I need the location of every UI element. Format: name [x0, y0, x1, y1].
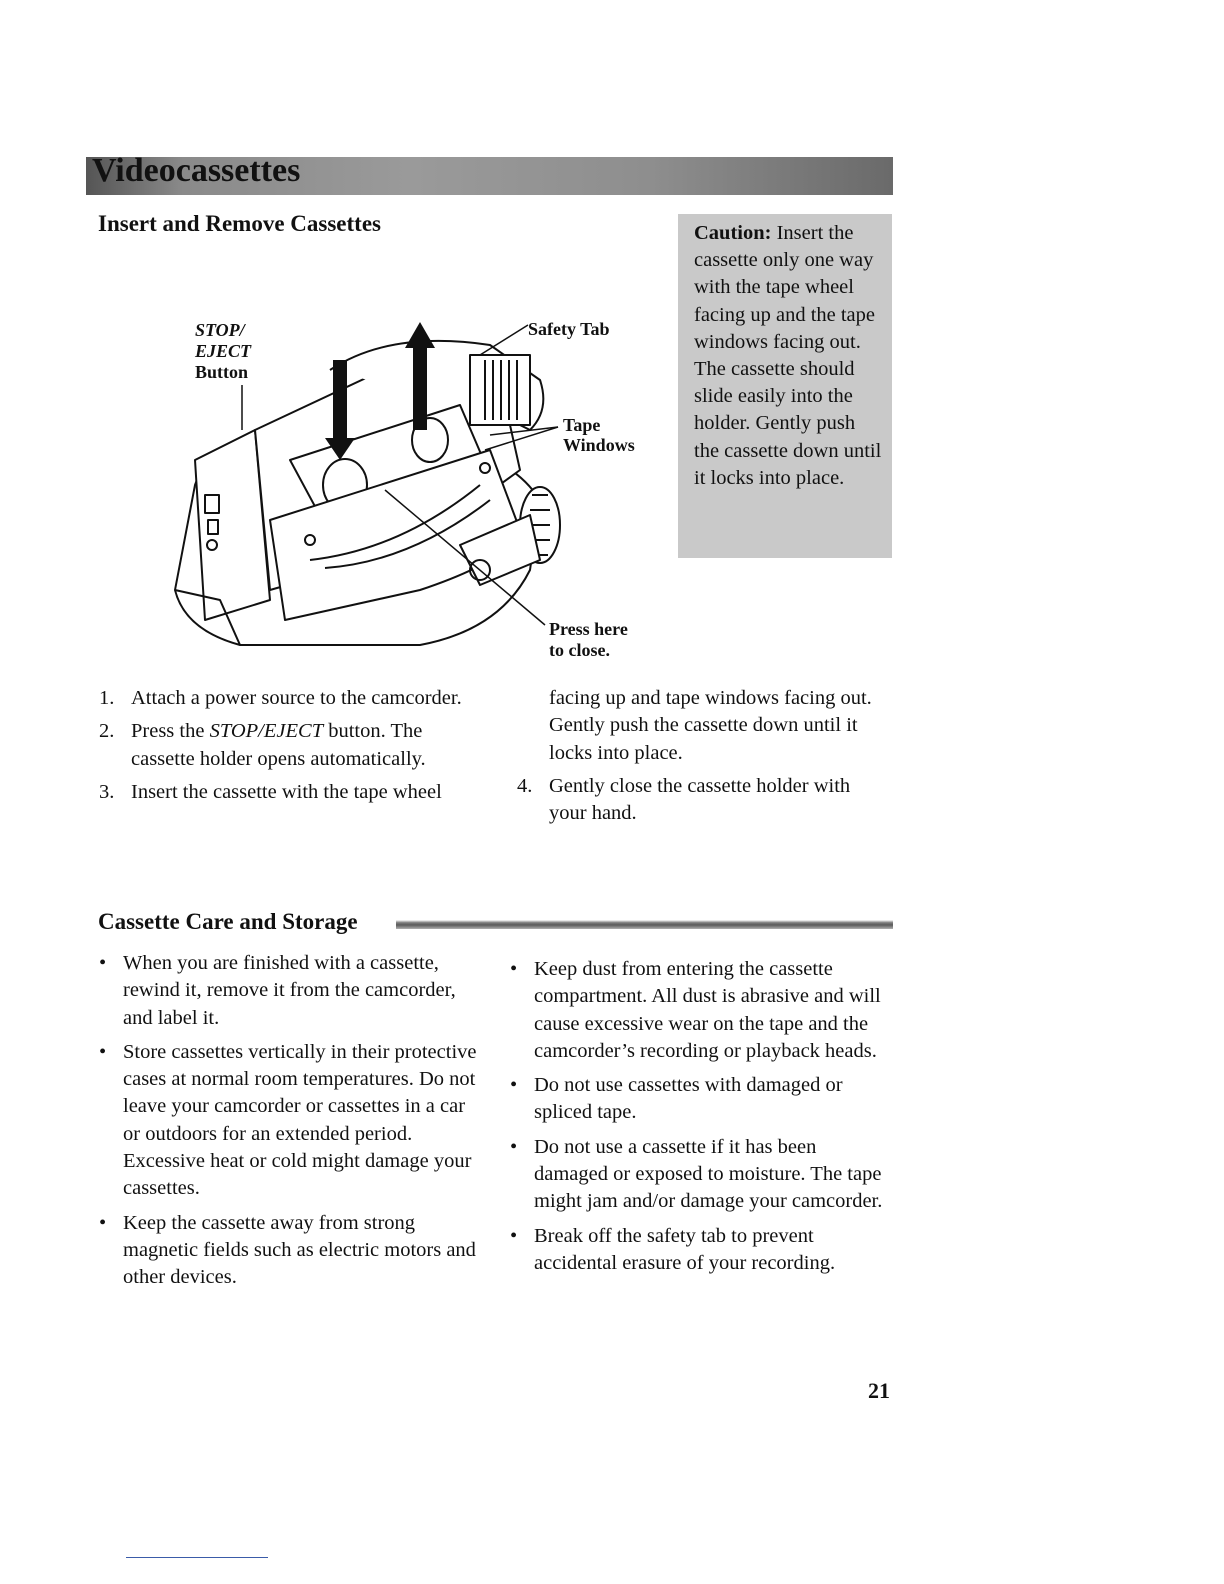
step-text-post: button. The cassette holder opens automatically.	[131, 720, 426, 770]
step-3	[99, 779, 484, 806]
list-item	[99, 1210, 484, 1292]
care-bullets-left	[99, 950, 484, 1299]
step-text: Attach a power source to the camcorder.	[131, 687, 462, 709]
step-text-emphasis: STOP/EJECT	[209, 720, 324, 743]
list-item	[99, 1039, 484, 1203]
list-item	[510, 956, 890, 1065]
list-item-text: Keep the cassette away from strong magnetic fields such as electric motors and other devices.	[123, 1211, 476, 1289]
step-1	[99, 685, 484, 712]
label-to-close: to close.	[549, 640, 610, 660]
bullet-icon: •	[99, 1211, 107, 1234]
step-3-continued: facing up and tape windows facing out. Gently push the cassette down until it locks into place.	[549, 687, 872, 764]
label-button: Button	[195, 362, 249, 382]
list-item-text: Do not use cassettes with damaged or spliced tape.	[534, 1074, 843, 1124]
caution-body: Insert the cassette only one way with the tape wheel facing up and the tape windows facing out. The cassette should slide easily into the holder. Gently push the cassette down until it locks into place.	[694, 222, 882, 489]
label-stop-eject-line2: EJECT	[195, 341, 252, 361]
label-tape: Tape	[563, 415, 601, 435]
step-number: 1.	[99, 687, 115, 709]
list-item-text: Keep dust from entering the cassette compartment. All dust is abrasive and will cause excessive wear on the tape and the camcorder’s recording or playback heads.	[534, 958, 881, 1062]
page-number: 21	[868, 1378, 890, 1403]
label-safety-tab: Safety Tab	[528, 319, 610, 339]
caution-text	[694, 220, 884, 492]
bullet-icon: •	[510, 1135, 518, 1158]
step-text-pre: Press the	[131, 720, 210, 743]
label-windows: Windows	[563, 435, 635, 455]
step-2	[99, 718, 484, 773]
label-stop-eject-line1: STOP/	[195, 320, 245, 340]
step-number: 2.	[99, 720, 115, 743]
bullet-icon: •	[99, 1040, 107, 1063]
list-item	[510, 1223, 890, 1278]
list-item-text: Break off the safety tab to prevent accidental erasure of your recording.	[534, 1224, 836, 1274]
footer-divider	[126, 1557, 268, 1558]
list-item	[99, 950, 484, 1032]
step-number: 4.	[517, 775, 533, 797]
section-heading-care-storage: Cassette Care and Storage	[98, 909, 358, 934]
list-item-text: When you are finished with a cassette, rewind it, remove it from the camcorder, and label it.	[123, 952, 456, 1029]
heading-rule	[396, 920, 893, 929]
caution-label: Caution:	[694, 222, 772, 244]
step-text: Gently close the cassette holder with your hand.	[549, 775, 851, 825]
step-4	[517, 773, 889, 828]
step-number: 3.	[99, 780, 115, 803]
bullet-icon: •	[510, 958, 518, 980]
bullet-icon: •	[99, 952, 107, 974]
list-item	[510, 1134, 890, 1216]
list-item-text: Store cassettes vertically in their protective cases at normal room temperatures. Do not leave your camcorder or cassettes in a car or outdoors for an extended period. Excessive heat or cold might damage your cassettes.	[123, 1040, 477, 1200]
step-text: Insert the cassette with the tape wheel	[131, 780, 442, 803]
list-item	[510, 1072, 890, 1127]
section-heading-insert-remove: Insert and Remove Cassettes	[98, 211, 381, 236]
banner-title: Videocassettes	[92, 152, 301, 189]
label-press-here: Press here	[549, 619, 628, 639]
steps-right	[517, 773, 889, 834]
bullet-icon: •	[510, 1074, 518, 1097]
list-item-text: Do not use a cassette if it has been damaged or exposed to moisture. The tape might jam and/or damage your camcorder.	[534, 1135, 883, 1213]
steps-left	[99, 685, 484, 812]
bullet-icon: •	[510, 1224, 518, 1247]
care-bullets-right	[510, 956, 890, 1284]
